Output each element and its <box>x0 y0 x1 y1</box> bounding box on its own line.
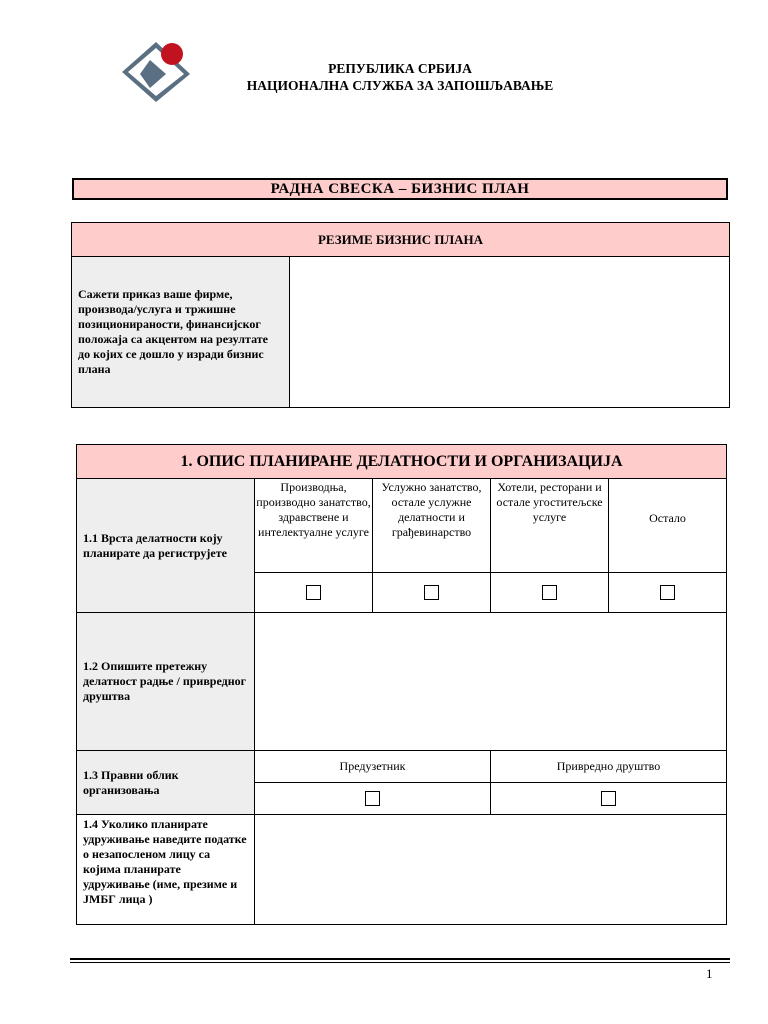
q2-input[interactable] <box>255 613 727 751</box>
q4-input[interactable] <box>255 815 727 925</box>
q1-checkbox-hospitality[interactable] <box>542 585 557 600</box>
q1-checkbox-services[interactable] <box>424 585 439 600</box>
q1-label: 1.1 Врста делатности коју планирате да региструјете <box>77 479 255 613</box>
q3-option-company: Привредно друштво <box>491 751 727 783</box>
q3-label: 1.3 Правни облик организовања <box>77 751 255 815</box>
nsz-logo <box>120 40 192 104</box>
q1-option-services: Услужно занатство, остале услужне делатности и грађевинарство <box>373 479 491 573</box>
header-line-1: РЕПУБЛИКА СРБИЈА <box>328 61 472 76</box>
q1-checkbox-production[interactable] <box>306 585 321 600</box>
document-title: РАДНА СВЕСКА – БИЗНИС ПЛАН <box>72 178 728 200</box>
summary-label: Сажети приказ ваше фирме, производа/услуга и тржишне позиционираности, финансијског положаја са акцентом на резултате до којих се дошло у изради бизнис плана <box>72 257 290 408</box>
q3-option-entrepreneur: Предузетник <box>255 751 491 783</box>
q3-checkbox-entrepreneur[interactable] <box>365 791 380 806</box>
page-number: 1 <box>706 966 713 981</box>
summary-table <box>71 222 730 408</box>
q2-label: 1.2 Опишите претежну делатност радње / привредног друштва <box>77 613 255 751</box>
section1-table <box>76 444 727 925</box>
q1-option-other: Остало <box>609 479 727 573</box>
q1-option-production: Производња, производно занатство, здравствене и интелектуалне услуге <box>255 479 373 573</box>
q1-checkbox-other[interactable] <box>660 585 675 600</box>
summary-heading: РЕЗИМЕ БИЗНИС ПЛАНА <box>72 223 730 257</box>
institution-header <box>220 60 580 94</box>
q3-checkbox-company[interactable] <box>601 791 616 806</box>
summary-input[interactable] <box>290 257 730 408</box>
footer-divider-thin <box>70 962 730 963</box>
section1-heading: 1. ОПИС ПЛАНИРАНЕ ДЕЛАТНОСТИ И ОРГАНИЗАЦИЈА <box>77 445 727 479</box>
q4-label: 1.4 Уколико планирате удруживање наведите податке о незапосленом лицу са којима планирате удруживање (име, презиме и ЈМБГ лица ) <box>77 815 255 925</box>
logo-circle <box>161 43 183 65</box>
footer-divider <box>70 958 730 960</box>
header-line-2: НАЦИОНАЛНА СЛУЖБА ЗА ЗАПОШЉАВАЊЕ <box>246 78 554 93</box>
q1-option-hospitality: Хотели, ресторани и остале угоститељске услуге <box>491 479 609 573</box>
